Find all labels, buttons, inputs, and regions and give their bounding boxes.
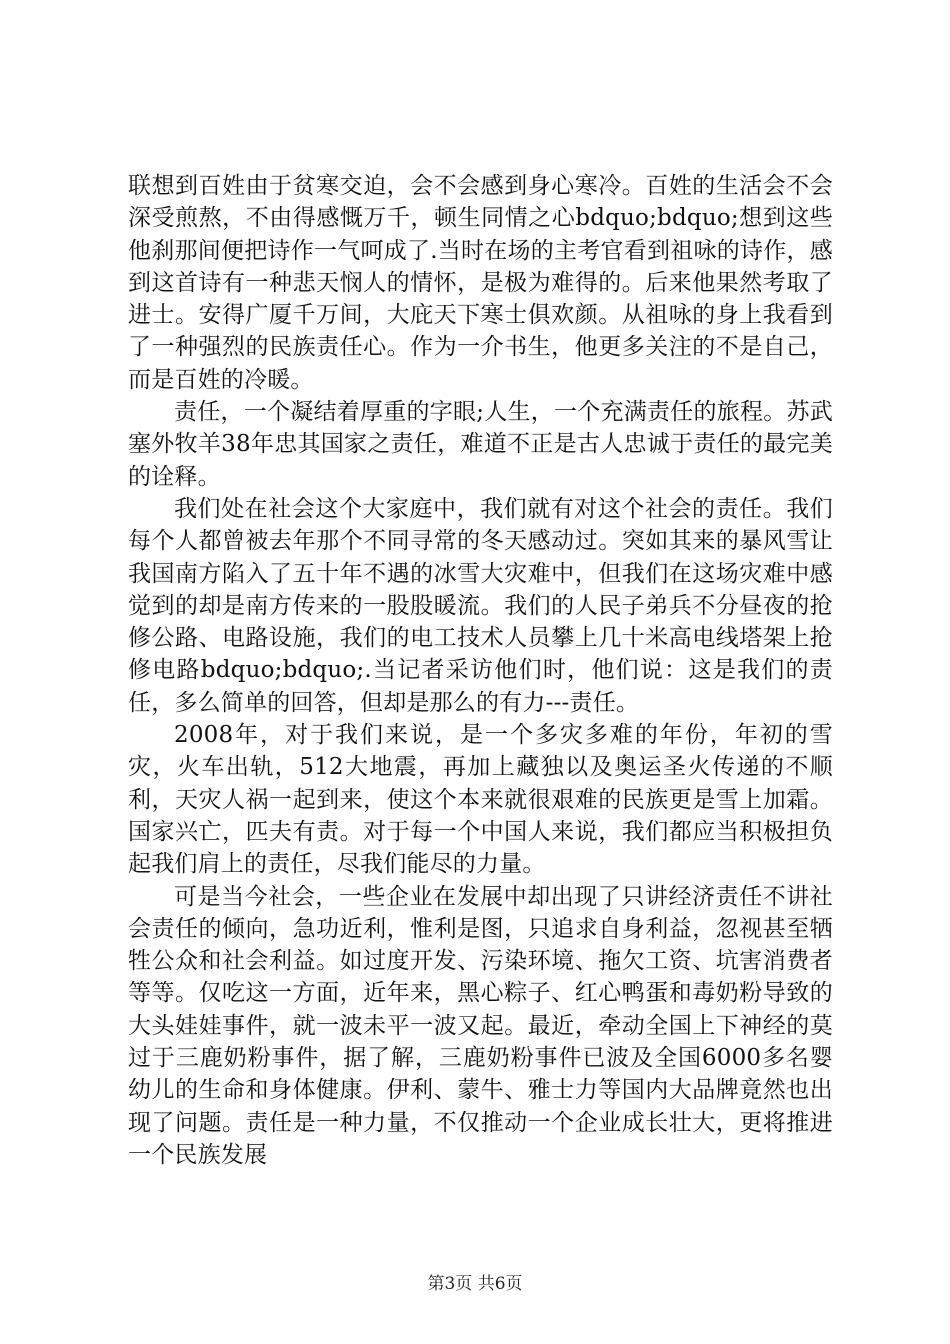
paragraph-1: 联想到百姓由于贫寒交迫，会不会感到身心寒冷。百姓的生活会不会深受煎熬，不由得感慨万千，顿生同情之心bdquo;bdquo;想到这些他刹那间便把诗作一气呵成了.当时在场的主考官看到祖咏的诗作，感到这首诗有一种悲天悯人的情怀，是极为难得的。后来他果然考取了进士。安得广厦千万间，大庇天下寒士俱欢颜。从祖咏的身上我看到了一种强烈的民族责任心。作为一介书生，他更多关注的不是自己，而是百姓的冷暖。 <box>128 173 833 393</box>
paragraph-5: 可是当今社会，一些企业在发展中却出现了只讲经济责任不讲社会责任的倾向，急功近利，惟利是图，只追求自身利益，忽视甚至牺牲公众和社会利益。如过度开发、污染环境、拖欠工资、坑害消费者等等。仅吃这一方面，近年来，黑心粽子、红心鸭蛋和毒奶粉导致的大头娃娃事件，就一波未平一波又起。最近，牵动全国上下神经的莫过于三鹿奶粉事件，据了解，三鹿奶粉事件已波及全国6000多名婴幼儿的生命和身体健康。伊利、蒙牛、雅士力等国内大品牌竟然也出现了问题。责任是一种力量，不仅推动一个企业成长壮大，更将推进一个民族发展 <box>128 883 833 1168</box>
document-body <box>128 170 833 1171</box>
paragraph-3: 我们处在社会这个大家庭中，我们就有对这个社会的责任。我们每个人都曾被去年那个不同寻常的冬天感动过。突如其来的暴风雪让我国南方陷入了五十年不遇的冰雪大灾难中，但我们在这场灾难中感觉到的却是南方传来的一股股暖流。我们的人民子弟兵不分昼夜的抢修公路、电路设施，我们的电工技术人员攀上几十米高电线塔架上抢修电路bdquo;bdquo;.当记者采访他们时，他们说：这是我们的责任，多么简单的回答，但却是那么的有力---责任。 <box>128 495 833 716</box>
paragraph-4: 2008年，对于我们来说，是一个多灾多难的年份，年初的雪灾，火车出轨，512大地震，再加上藏独以及奥运圣火传递的不顺利，天灾人祸一起到来，使这个本来就很艰难的民族更是雪上加霜。国家兴亡，匹夫有责。对于每一个中国人来说，我们都应当积极担负起我们肩上的责任，尽我们能尽的力量。 <box>128 722 833 878</box>
page-number-footer: 第3页 共6页 <box>427 1274 523 1294</box>
paragraph-2: 责任，一个凝结着厚重的字眼;人生，一个充满责任的旅程。苏武塞外牧羊38年忠其国家之责任，难道不正是古人忠诚于责任的最完美的诠释。 <box>128 399 833 490</box>
